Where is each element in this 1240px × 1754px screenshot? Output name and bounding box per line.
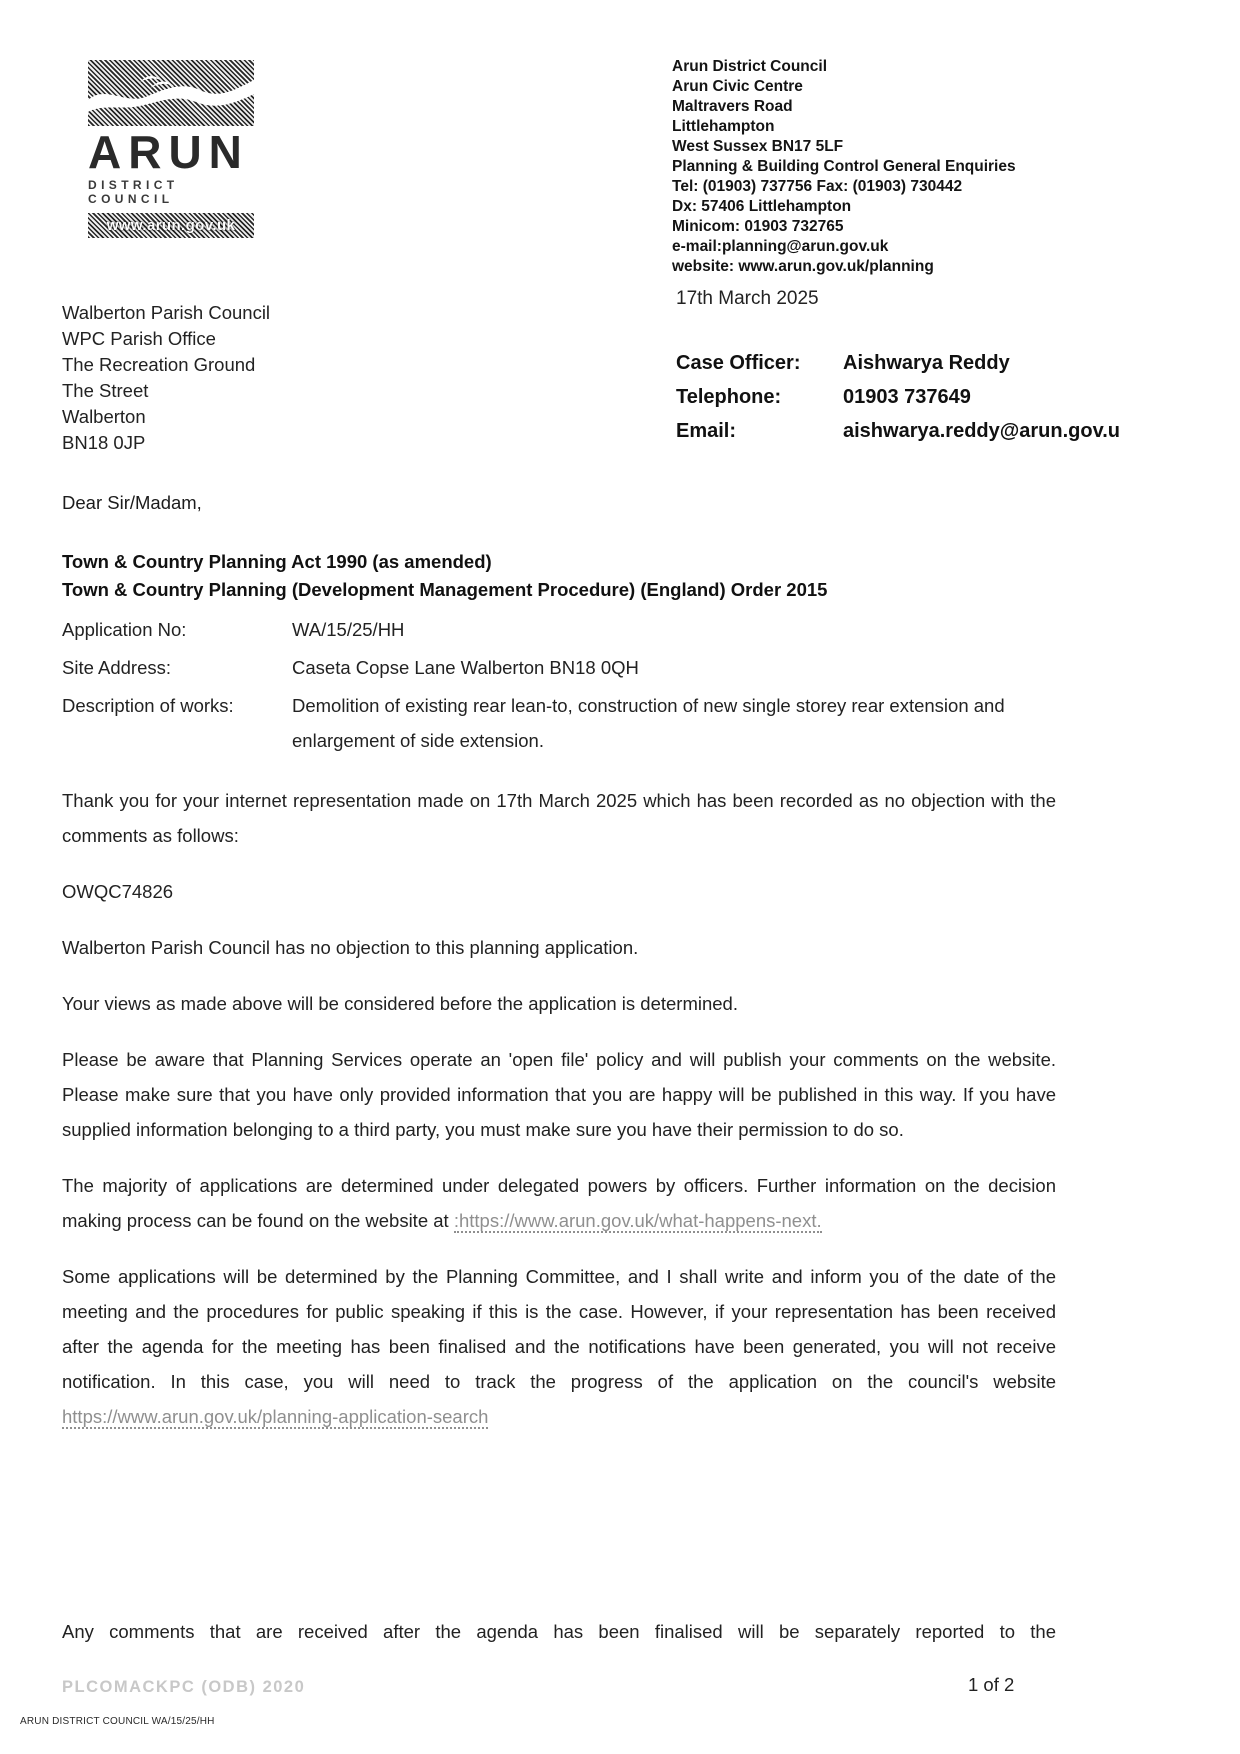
case-officer-label: Case Officer: bbox=[676, 352, 801, 374]
recipient-address-line: BN18 0JP bbox=[62, 432, 146, 453]
recipient-address-block bbox=[62, 300, 270, 456]
seagulls-logo-icon bbox=[88, 60, 254, 126]
subject-line: Town & Country Planning Act 1990 (as amended) bbox=[62, 551, 492, 572]
letter-date: 17th March 2025 bbox=[676, 288, 819, 309]
description-label: Description of works: bbox=[62, 695, 234, 716]
subject-line: Town & Country Planning (Development Management Procedure) (England) Order 2015 bbox=[62, 578, 828, 600]
case-officer-table bbox=[676, 352, 1120, 454]
sender-address-line: website: www.arun.gov.uk/planning bbox=[672, 258, 934, 275]
reference-code: OWQC74826 bbox=[62, 881, 174, 902]
email-label: Email: bbox=[676, 420, 737, 442]
sender-address-line: Littlehampton bbox=[672, 118, 775, 135]
body-paragraph: Thank you for your internet representation made on 17th March 2025 which has been recorded as no objection with the comments as follows: bbox=[62, 790, 1056, 846]
recipient-address-line: The Recreation Ground bbox=[62, 354, 256, 375]
sender-address-line: Tel: (01903) 737756 Fax: (01903) 730442 bbox=[672, 178, 963, 195]
paragraph-text: The majority of applications are determined under delegated powers by officers. Further information on the decision making process can be found on the website at bbox=[62, 1175, 1056, 1231]
logo-website-badge: www.arun.gov.uk bbox=[88, 213, 254, 238]
email-row bbox=[676, 420, 1120, 442]
recipient-address-line: Walberton Parish Council bbox=[62, 302, 271, 323]
application-row bbox=[62, 688, 1054, 758]
site-address-value: Caseta Copse Lane Walberton BN18 0QH bbox=[292, 657, 639, 678]
body-paragraph: Walberton Parish Council has no objection to this planning application. bbox=[62, 937, 639, 958]
application-no-label: Application No: bbox=[62, 619, 187, 640]
body-paragraph: Any comments that are received after the agenda has been finalised will be separately reported to the bbox=[62, 1621, 1056, 1642]
telephone-row bbox=[676, 386, 1120, 408]
logo-subtitle: DISTRICT COUNCIL bbox=[88, 178, 179, 206]
sender-address-line: Dx: 57406 Littlehampton bbox=[672, 198, 852, 215]
body-paragraph bbox=[62, 1259, 1056, 1434]
case-officer-value: Aishwarya Reddy bbox=[843, 352, 1010, 374]
sender-address-line: Minicom: 01903 732765 bbox=[672, 218, 844, 235]
body-paragraph bbox=[62, 1168, 1056, 1238]
paragraph-text: Some applications will be determined by the Planning Committee, and I shall write and inform you of the date of the meeting and the procedures for public speaking if this is the case. However, if your representation has been received after the agenda for the meeting has been finalised and the notifications have been generated, you will not receive notification. In this case, you will need to track the progress of the application on the council's website bbox=[62, 1266, 1056, 1392]
application-table bbox=[62, 612, 1054, 761]
application-row bbox=[62, 612, 1054, 647]
link-what-happens-next[interactable]: :https://www.arun.gov.uk/what-happens-next. bbox=[453, 1210, 822, 1231]
body-paragraph: Please be aware that Planning Services operate an 'open file' policy and will publish your comments on the website. Please make sure that you have only provided information that you are happy will be published in this way. If you have supplied information belonging to a third party, you must make sure you have their permission to do so. bbox=[62, 1049, 1056, 1140]
recipient-address-line: WPC Parish Office bbox=[62, 328, 216, 349]
recipient-address-line: Walberton bbox=[62, 406, 146, 427]
sender-address-line: Planning & Building Control General Enquiries bbox=[672, 158, 1016, 175]
recipient-address-line: The Street bbox=[62, 380, 149, 401]
sender-address-line: Maltravers Road bbox=[672, 98, 793, 115]
logo-title: ARUN bbox=[88, 126, 249, 178]
description-value: Demolition of existing rear lean-to, construction of new single storey rear extension and enlargement of side extension. bbox=[292, 695, 1005, 751]
sender-address-line: West Sussex BN17 5LF bbox=[672, 138, 844, 155]
subject-block bbox=[62, 548, 827, 603]
letter-body bbox=[62, 783, 1056, 1670]
sender-address-block bbox=[672, 57, 1016, 277]
footer-reference: ARUN DISTRICT COUNCIL WA/15/25/HH bbox=[20, 1716, 215, 1727]
link-planning-application-search[interactable]: https://www.arun.gov.uk/planning-application-search bbox=[62, 1406, 489, 1427]
telephone-value: 01903 737649 bbox=[843, 386, 971, 408]
case-officer-row bbox=[676, 352, 1120, 374]
footer-code: PLCOMACKPC (ODB) 2020 bbox=[62, 1678, 306, 1696]
body-paragraph: Your views as made above will be considered before the application is determined. bbox=[62, 993, 738, 1014]
email-value: aishwarya.reddy@arun.gov.u bbox=[843, 420, 1120, 442]
page-number: 1 of 2 bbox=[968, 1674, 1015, 1695]
site-address-label: Site Address: bbox=[62, 657, 172, 678]
sender-address-line: e-mail:planning@arun.gov.uk bbox=[672, 238, 889, 255]
application-row bbox=[62, 650, 1054, 685]
telephone-label: Telephone: bbox=[676, 386, 782, 408]
sender-address-line: Arun District Council bbox=[672, 58, 828, 75]
sender-address-line: Arun Civic Centre bbox=[672, 78, 803, 95]
salutation: Dear Sir/Madam, bbox=[62, 492, 202, 513]
letterhead-logo bbox=[88, 60, 254, 238]
application-no-value: WA/15/25/HH bbox=[292, 619, 405, 640]
